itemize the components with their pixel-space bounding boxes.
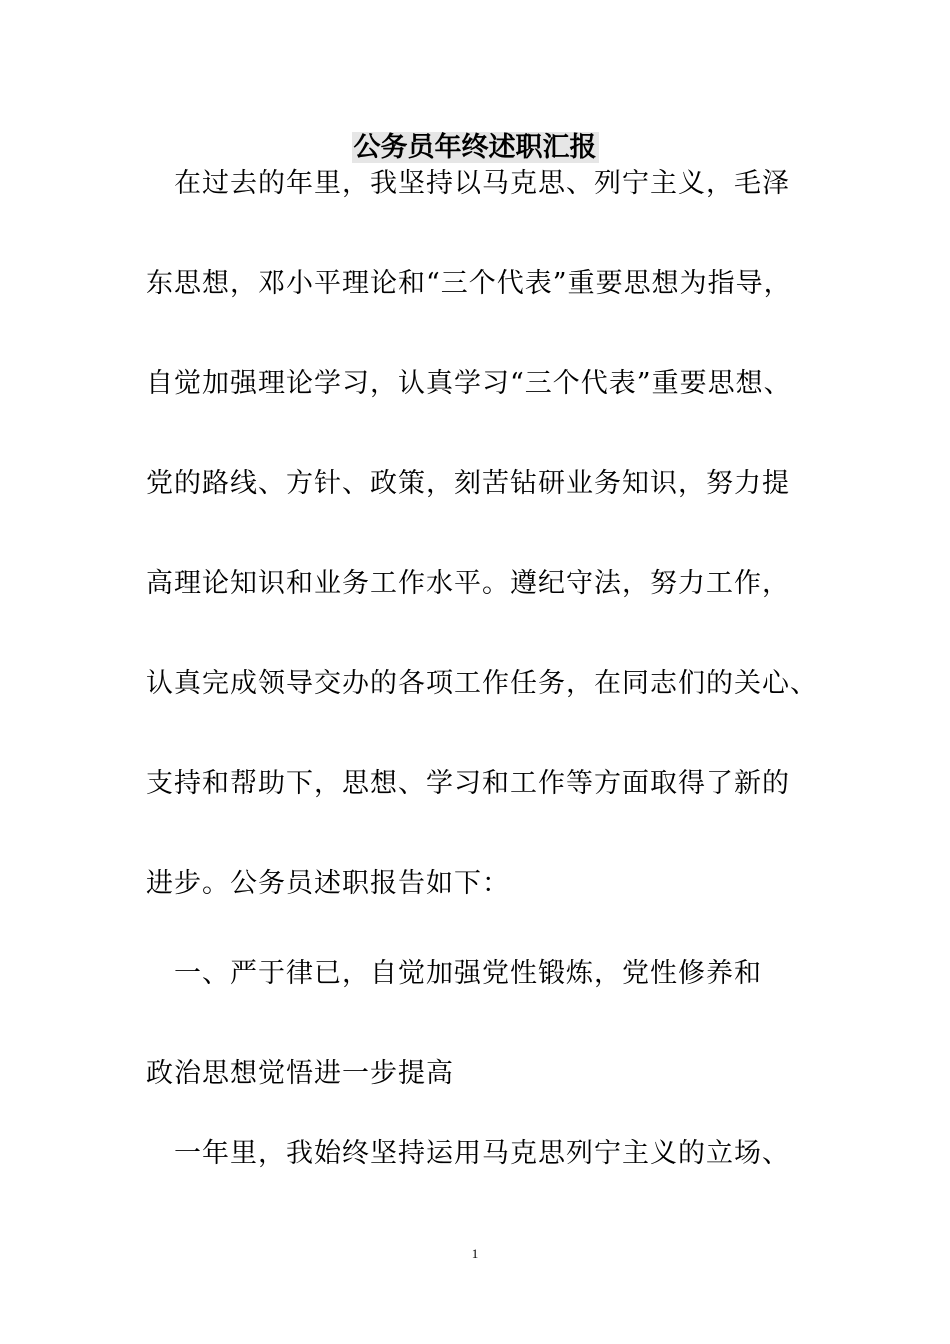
body-line-9: 一年里，我始终坚持运用马克思列宁主义的立场、 (146, 1138, 790, 1169)
document-title (0, 128, 950, 168)
body-line-8: 进步。公务员述职报告如下： (146, 868, 510, 899)
title-text: 公务员年终述职汇报 (353, 132, 597, 163)
body-line-1: 在过去的年里，我坚持以马克思、列宁主义，毛泽 (146, 168, 790, 199)
body-line-5: 高理论知识和业务工作水平。遵纪守法，努力工作， (146, 568, 790, 599)
section-heading-line-2: 政治思想觉悟进一步提高 (146, 1058, 454, 1089)
body-line-3: 自觉加强理论学习，认真学习“三个代表”重要思想、 (146, 368, 792, 399)
page-number: 1 (471, 1246, 479, 1261)
body-line-7: 支持和帮助下，思想、学习和工作等方面取得了新的 (146, 768, 790, 799)
body-line-4: 党的路线、方针、政策，刻苦钻研业务知识，努力提 (146, 468, 790, 499)
section-heading-line-1: 一、严于律已，自觉加强党性锻炼，党性修养和 (146, 958, 762, 989)
body-line-6: 认真完成领导交办的各项工作任务，在同志们的关心、 (146, 668, 818, 699)
body-line-2: 东思想，邓小平理论和“三个代表”重要思想为指导， (146, 268, 792, 299)
